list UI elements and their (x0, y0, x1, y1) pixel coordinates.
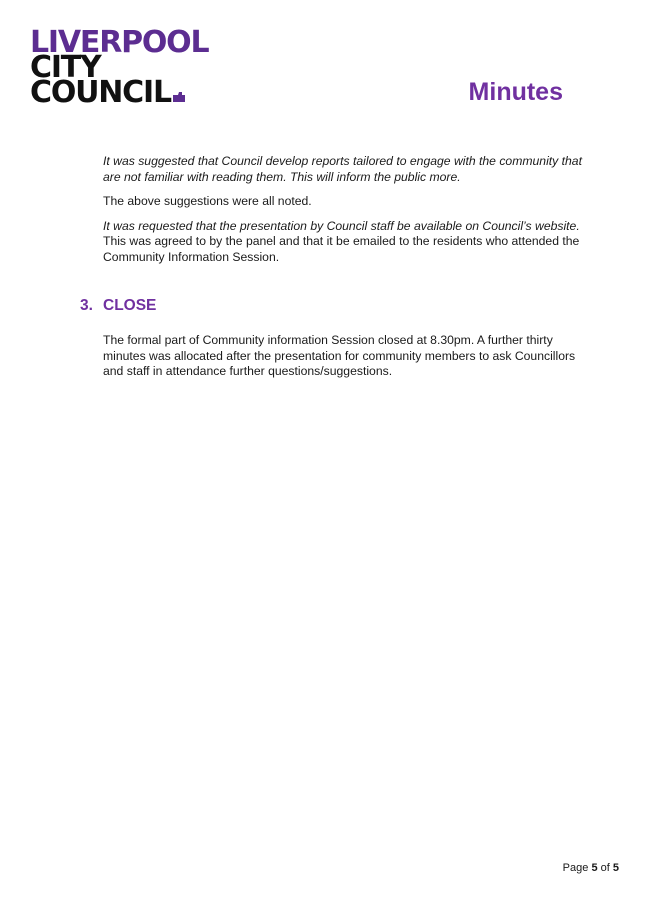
logo-mark-icon (173, 92, 185, 102)
request-text: It was requested that the presentation by Council staff be available on Council’s website. (103, 218, 580, 233)
page-label: Page (562, 862, 589, 874)
current-page: 5 (591, 862, 598, 874)
close-paragraph: The formal part of Community information Session closed at 8.30pm. A further thirty minutes was allocated after the presentation for community members to ask Councillors and staff in attendance further questions/suggestions. (103, 333, 576, 378)
section-title: CLOSE (103, 297, 157, 314)
logo-line-council (30, 75, 210, 110)
logo-line-liverpool: LIVERPOOL (30, 25, 209, 60)
minutes-body (103, 154, 583, 274)
suggestion-paragraph: It was suggested that Council develop reports tailored to engage with the community that are not familiar with reading them. This will inform the public more. (103, 154, 582, 184)
of-label: of (600, 862, 610, 874)
logo-line-city: CITY (30, 50, 101, 85)
document-title: Minutes (468, 78, 563, 106)
council-logo (30, 25, 210, 110)
request-paragraph (103, 219, 583, 266)
section-heading-close (80, 297, 156, 315)
logo-council-text: COUNCIL (30, 75, 171, 110)
page-number-footer (563, 862, 619, 874)
section-number: 3. (80, 297, 93, 314)
total-pages: 5 (612, 862, 619, 874)
noted-paragraph: The above suggestions were all noted. (103, 194, 312, 208)
agreement-text: This was agreed to by the panel and that it be emailed to the residents who attended the Community Information Session. (103, 234, 580, 264)
